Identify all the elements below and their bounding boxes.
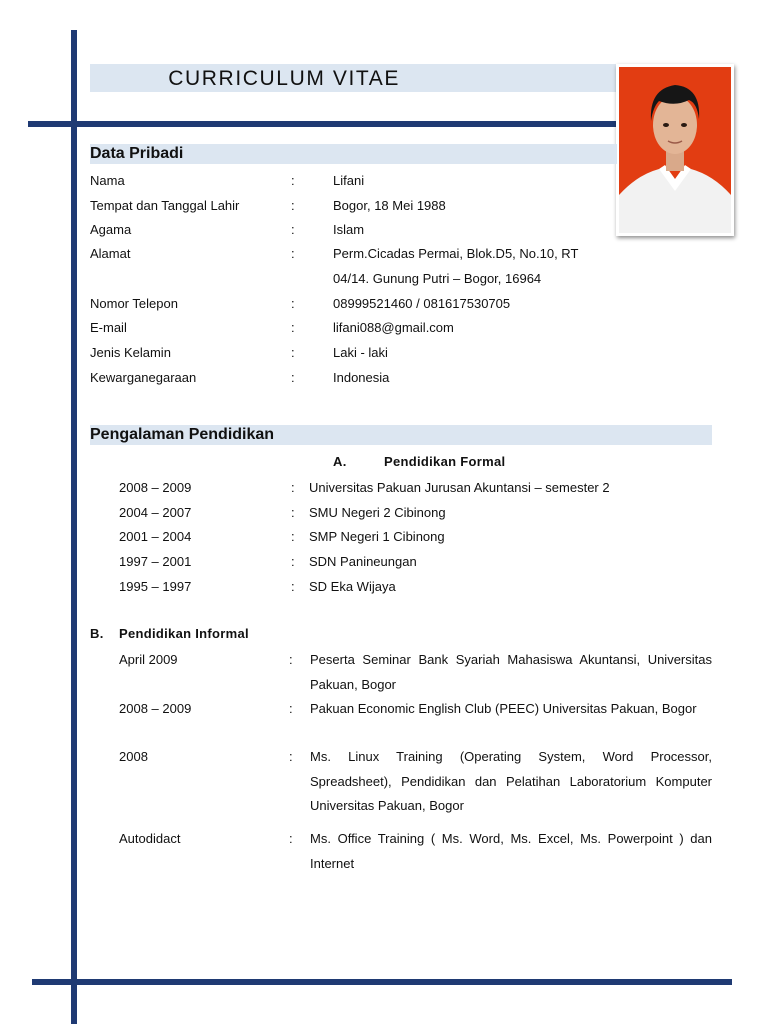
- formal-year: 2004 – 2007: [119, 505, 192, 520]
- top-horizontal-rule: [28, 121, 618, 127]
- formal-year: 2001 – 2004: [119, 529, 192, 544]
- formal-item: [0, 551, 768, 573]
- formal-heading: Pendidikan Formal: [384, 454, 506, 469]
- field-label: Kewarganegaraan: [90, 370, 197, 385]
- personal-row-phone: [0, 293, 768, 315]
- field-value: Indonesia: [333, 370, 390, 385]
- formal-desc: SD Eka Wijaya: [309, 579, 396, 594]
- formal-item: [0, 502, 768, 524]
- field-colon: :: [291, 222, 295, 237]
- field-value: 04/14. Gunung Putri – Bogor, 16964: [333, 271, 542, 286]
- field-label: Alamat: [90, 246, 131, 261]
- informal-marker: B.: [90, 626, 104, 641]
- personal-row-birth: [0, 195, 768, 217]
- field-colon: :: [291, 579, 295, 594]
- informal-desc: Ms. Linux Training (Operating System, Word Processor, Spreadsheet), Pendidikan dan Pelatihan Laboratorium Komputer Universitas Pakuan, Bogor: [310, 749, 712, 813]
- personal-row-address: [0, 243, 768, 265]
- education-section-heading: Pengalaman Pendidikan: [90, 426, 275, 443]
- field-colon: :: [289, 831, 293, 846]
- field-colon: :: [289, 701, 293, 716]
- personal-section-heading: Data Pribadi: [90, 145, 184, 162]
- personal-row-name: [0, 170, 768, 192]
- personal-row-gender: [0, 342, 768, 364]
- formal-year: 2008 – 2009: [119, 480, 192, 495]
- field-value: lifani088@gmail.com: [333, 320, 454, 335]
- informal-year: 2008 – 2009: [119, 701, 192, 716]
- informal-year: 2008: [119, 749, 148, 764]
- bottom-horizontal-rule: [32, 979, 732, 985]
- informal-year: Autodidact: [119, 831, 181, 846]
- field-label: Nama: [90, 173, 125, 188]
- field-colon: :: [291, 246, 295, 261]
- formal-item: [0, 526, 768, 548]
- formal-desc: SMU Negeri 2 Cibinong: [309, 505, 446, 520]
- field-value: Bogor, 18 Mei 1988: [333, 198, 446, 213]
- personal-row-email: [0, 317, 768, 339]
- formal-marker: A.: [333, 454, 347, 469]
- formal-item: [0, 576, 768, 598]
- personal-row-nationality: [0, 367, 768, 389]
- field-colon: :: [289, 652, 293, 667]
- field-value: Perm.Cicadas Permai, Blok.D5, No.10, RT: [333, 246, 579, 261]
- informal-heading: Pendidikan Informal: [119, 626, 249, 641]
- field-value: Laki - laki: [333, 345, 388, 360]
- field-colon: :: [291, 198, 295, 213]
- field-colon: :: [291, 529, 295, 544]
- field-colon: :: [291, 320, 295, 335]
- informal-desc: Peserta Seminar Bank Syariah Mahasiswa Akuntansi, Universitas Pakuan, Bogor: [310, 652, 712, 692]
- field-colon: :: [289, 749, 293, 764]
- field-value: Lifani: [333, 173, 365, 188]
- field-value: 08999521460 / 081617530705: [333, 296, 511, 311]
- field-label: E-mail: [90, 320, 127, 335]
- personal-row-religion: [0, 219, 768, 241]
- field-value: Islam: [333, 222, 365, 237]
- field-label: Jenis Kelamin: [90, 345, 171, 360]
- formal-year: 1997 – 2001: [119, 554, 192, 569]
- formal-item: [0, 477, 768, 499]
- field-label: Tempat dan Tanggal Lahir: [90, 198, 240, 213]
- personal-row-address-cont: [0, 268, 768, 290]
- field-colon: :: [291, 345, 295, 360]
- field-colon: :: [291, 173, 295, 188]
- field-label: Agama: [90, 222, 132, 237]
- formal-desc: Universitas Pakuan Jurusan Akuntansi – semester 2: [309, 480, 610, 495]
- formal-desc: SDN Panineungan: [309, 554, 417, 569]
- field-colon: :: [291, 370, 295, 385]
- formal-year: 1995 – 1997: [119, 579, 192, 594]
- field-colon: :: [291, 505, 295, 520]
- informal-desc: Pakuan Economic English Club (PEEC) Universitas Pakuan, Bogor: [310, 701, 697, 716]
- field-colon: :: [291, 480, 295, 495]
- formal-desc: SMP Negeri 1 Cibinong: [309, 529, 445, 544]
- informal-desc: Ms. Office Training ( Ms. Word, Ms. Excel, Ms. Powerpoint ) dan Internet: [310, 831, 712, 871]
- page-title: CURRICULUM VITAE: [168, 67, 400, 90]
- field-colon: :: [291, 296, 295, 311]
- field-label: Nomor Telepon: [90, 296, 178, 311]
- informal-year: April 2009: [119, 652, 178, 667]
- field-colon: :: [291, 554, 295, 569]
